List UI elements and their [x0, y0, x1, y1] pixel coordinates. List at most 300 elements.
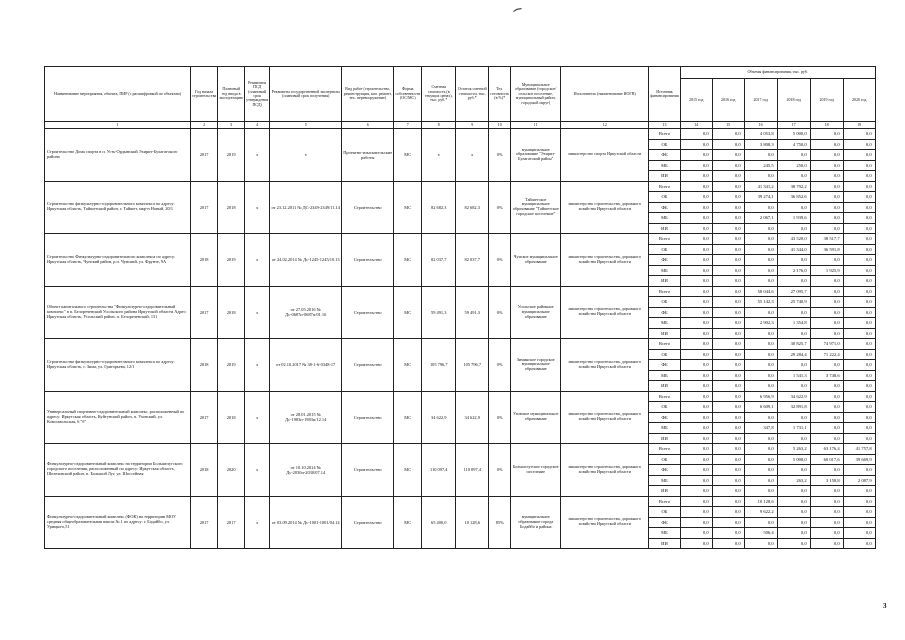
funding-value-cell: 0,0 [712, 244, 744, 255]
funding-source-cell: ОБ [649, 507, 680, 518]
funding-value-cell: 0,0 [680, 286, 712, 297]
estimate-cost: 65 400,0 [422, 496, 456, 549]
funding-value-cell: 0,0 [843, 528, 875, 539]
estimate-cost: 34 622,9 [422, 391, 456, 444]
plan-year: 2018 [218, 391, 245, 444]
funding-value-cell: 0,0 [680, 528, 712, 539]
funding-value-cell: 0,0 [680, 171, 712, 182]
funding-source-cell: Всего [649, 391, 680, 402]
funding-value-cell: 0,0 [810, 171, 843, 182]
funding-value-cell: 4 053,8 [744, 129, 777, 140]
funding-value-cell: 0,0 [744, 265, 777, 276]
funding-value-cell: 0,0 [843, 297, 875, 308]
funding-value-cell: 0,0 [712, 360, 744, 371]
funding-value-cell: 0,0 [843, 349, 875, 360]
funding-value-cell: 0,0 [843, 360, 875, 371]
column-number: 2 [191, 122, 218, 129]
header-municipality: Муниципальное образование (городское/сельское поселение, муниципальный район, городской округ) [511, 67, 561, 122]
funding-value-cell: 0,0 [843, 160, 875, 171]
funding-source-cell: ОБ [649, 297, 680, 308]
expertise-value: от 28.01.2015 № Дс-1983п-1983п/12.14 [270, 391, 342, 444]
funding-value-cell: 0,0 [810, 507, 843, 518]
funding-value-cell: 5 263,2 [777, 444, 810, 455]
funding-value-cell: 0,0 [680, 150, 712, 161]
ownership-form: МС [394, 444, 422, 497]
funding-value-cell: 0,0 [680, 349, 712, 360]
table-row [45, 286, 876, 297]
funding-value-cell: 0,0 [744, 171, 777, 182]
funding-value-cell: 0,0 [777, 517, 810, 528]
funding-value-cell: 0,0 [843, 517, 875, 528]
funding-value-cell: 0,0 [712, 381, 744, 392]
funding-value-cell: 0,0 [810, 286, 843, 297]
funding-value-cell: 0,0 [712, 202, 744, 213]
executor-name: министерство строительства, дорожного хозяйства Иркутской области [561, 181, 649, 234]
funding-value-cell: 60 017,6 [810, 454, 843, 465]
ownership-form: МС [394, 129, 422, 182]
funding-value-cell: 0,0 [810, 192, 843, 203]
funding-value-cell: 0,0 [843, 129, 875, 140]
funding-source-cell: ИИ [649, 486, 680, 497]
funding-value-cell: 34 622,9 [777, 391, 810, 402]
table-row [45, 339, 876, 350]
funding-value-cell: 0,0 [810, 276, 843, 287]
funding-value-cell: 0,0 [680, 202, 712, 213]
funding-value-cell: 0,0 [810, 223, 843, 234]
ownership-form: МС [394, 339, 422, 392]
funding-value-cell: 0,0 [680, 433, 712, 444]
funding-value-cell: 0,0 [744, 444, 777, 455]
funding-value-cell: 0,0 [777, 171, 810, 182]
column-number: 17 [777, 122, 810, 129]
estimate-cost: 59 491,3 [422, 286, 456, 339]
funding-value-cell: 0,0 [680, 276, 712, 287]
funding-value-cell: 10 128,6 [744, 496, 777, 507]
remaining-cost: 34 622,9 [456, 391, 489, 444]
funding-source-cell: ФБ [649, 517, 680, 528]
plan-year: 2020 [218, 444, 245, 497]
funding-value-cell: 0,0 [680, 391, 712, 402]
funding-value-cell: 0,0 [810, 150, 843, 161]
psd-value: х [245, 234, 270, 287]
funding-value-cell: 0,0 [712, 496, 744, 507]
funding-value-cell: 0,0 [810, 255, 843, 266]
funding-value-cell: 0,0 [810, 307, 843, 318]
municipality-name: Большелугское городское поселение [511, 444, 561, 497]
funding-source-cell: ИИ [649, 538, 680, 549]
readiness-value: 0% [489, 286, 511, 339]
executor-name: министерство строительства, дорожного хозяйства Иркутской области [561, 286, 649, 339]
funding-value-cell: 0,0 [680, 328, 712, 339]
funding-source-cell: ФБ [649, 465, 680, 476]
funding-value-cell: 0,0 [712, 433, 744, 444]
funding-table [44, 66, 876, 549]
column-number: 10 [489, 122, 511, 129]
funding-value-cell: 0,0 [680, 297, 712, 308]
work-type: Строительство [342, 496, 394, 549]
funding-value-cell: 0,0 [680, 402, 712, 413]
funding-value-cell: 0,0 [843, 223, 875, 234]
header-estimate: Сметная стоимость (в текущих ценах), тыс. руб.* [422, 67, 456, 122]
funding-source-cell: ОБ [649, 139, 680, 150]
plan-year: 2019 [218, 129, 245, 182]
psd-value: х [245, 129, 270, 182]
executor-name: министерство строительства, дорожного хозяйства Иркутской области [561, 444, 649, 497]
funding-source-cell: Всего [649, 181, 680, 192]
column-number: 14 [680, 122, 712, 129]
funding-value-cell: 0,0 [843, 381, 875, 392]
funding-value-cell: 0,0 [744, 244, 777, 255]
column-number: 5 [270, 122, 342, 129]
table-row [45, 129, 876, 140]
funding-value-cell: 0,0 [680, 486, 712, 497]
funding-value-cell: 0,0 [680, 234, 712, 245]
funding-value-cell: 38 517,7 [810, 234, 843, 245]
work-type: Строительство [342, 444, 394, 497]
funding-value-cell: 0,0 [843, 139, 875, 150]
funding-value-cell: 0,0 [777, 255, 810, 266]
municipality-name: Чунское муниципальное образование [511, 234, 561, 287]
funding-source-cell: ФБ [649, 307, 680, 318]
expertise-value: х [270, 129, 342, 182]
psd-value: х [245, 444, 270, 497]
funding-value-cell: 0,0 [680, 517, 712, 528]
start-year: 2017 [191, 181, 218, 234]
funding-source-cell: МБ [649, 318, 680, 329]
funding-value-cell: 0,0 [777, 507, 810, 518]
work-type: Строительство [342, 286, 394, 339]
funding-value-cell: 6 956,9 [744, 391, 777, 402]
plan-year: 2019 [218, 234, 245, 287]
table-row [45, 496, 876, 507]
funding-value-cell: 2 176,0 [777, 265, 810, 276]
project-name: Строительство Дома спорта в п. Усть-Ордынский Эхирит-Булагатского района [45, 129, 191, 182]
funding-value-cell: 0,0 [744, 486, 777, 497]
column-number: 3 [218, 122, 245, 129]
funding-value-cell: 0,0 [810, 328, 843, 339]
funding-value-cell: 0,0 [777, 433, 810, 444]
remaining-cost: 105 796,7 [456, 339, 489, 392]
funding-value-cell: 0,0 [843, 192, 875, 203]
funding-value-cell: 0,0 [810, 486, 843, 497]
ownership-form: МС [394, 391, 422, 444]
psd-value: х [245, 339, 270, 392]
project-name: Физкультурно-оздоровительный комплекс на территории Большелугского городского поселения, расположенный по адресу: Иркутская область, Шелеховский район, п. Большой Луг, ул. Шоссейная [45, 444, 191, 497]
column-number: 4 [245, 122, 270, 129]
funding-value-cell: 0,0 [712, 192, 744, 203]
expertise-value: от 24.02.2014 № Дс-1245-1245/10.13 [270, 234, 342, 287]
funding-source-cell: ОБ [649, 192, 680, 203]
funding-value-cell: 0,0 [843, 486, 875, 497]
funding-value-cell: 0,0 [843, 286, 875, 297]
funding-value-cell: 0,0 [777, 328, 810, 339]
funding-value-cell: 0,0 [777, 465, 810, 476]
funding-source-cell: МБ [649, 213, 680, 224]
funding-value-cell: 0,0 [810, 433, 843, 444]
readiness-value: 0% [489, 391, 511, 444]
estimate-cost: 105 796,7 [422, 339, 456, 392]
project-name: Объект капитального строительства "Физкультурно-оздоровительный комплекс" в п. Белореченский Усольского района Иркутской области Адрес: Иркутская область, Усольский район, п. Белореченский, 131 [45, 286, 191, 339]
funding-source-cell: ИИ [649, 171, 680, 182]
funding-value-cell: 0,0 [712, 181, 744, 192]
funding-source-cell: МБ [649, 265, 680, 276]
expertise-value: от 23.12.2011 № ДС-2349-2349/11.14 [270, 181, 342, 234]
column-number: 11 [511, 122, 561, 129]
psd-value: х [245, 286, 270, 339]
funding-value-cell: 0,0 [810, 360, 843, 371]
column-number: 19 [843, 122, 875, 129]
funding-value-cell: 347,8 [744, 423, 777, 434]
funding-value-cell: 1 925,9 [810, 265, 843, 276]
municipality-name: Уховское муниципальное образование [511, 391, 561, 444]
work-type: Строительство [342, 181, 394, 234]
funding-value-cell: 0,0 [712, 454, 744, 465]
remaining-cost: 10 128,6 [456, 496, 489, 549]
funding-value-cell: 0,0 [680, 444, 712, 455]
funding-value-cell: 0,0 [712, 370, 744, 381]
funding-source-cell: Всего [649, 129, 680, 140]
work-type: Проектно-изыскательские работы [342, 129, 394, 182]
funding-value-cell: 0,0 [744, 412, 777, 423]
funding-value-cell: 0,0 [680, 454, 712, 465]
table-row [45, 444, 876, 455]
funding-value-cell: 0,0 [744, 370, 777, 381]
funding-value-cell: 0,0 [777, 307, 810, 318]
funding-value-cell: 0,0 [680, 160, 712, 171]
header-plan-year: Плановый год ввода в эксплуатацию [218, 67, 245, 122]
funding-value-cell: 2 067,1 [744, 213, 777, 224]
funding-value-cell: 0,0 [810, 496, 843, 507]
remaining-cost: 82 037,7 [456, 234, 489, 287]
funding-value-cell: 0,0 [843, 171, 875, 182]
funding-value-cell: 0,0 [810, 528, 843, 539]
remaining-cost: 110 097,4 [456, 444, 489, 497]
funding-value-cell: 0,0 [744, 202, 777, 213]
psd-value: х [245, 181, 270, 234]
funding-value-cell: 0,0 [843, 370, 875, 381]
funding-value-cell: 0,0 [744, 349, 777, 360]
project-name: Физкультурно-оздоровительный комплекс (ФОК) на территории МОУ средняя общеобразовательная школа № 1 по адресу: г. Бодайбо, ул. Урицкого,51 [45, 496, 191, 549]
ownership-form: МС [394, 286, 422, 339]
funding-value-cell: 0,0 [712, 423, 744, 434]
pen-mark-icon [513, 8, 522, 13]
funding-value-cell: 0,0 [712, 507, 744, 518]
funding-value-cell: 0,0 [680, 475, 712, 486]
funding-value-cell: 0,0 [712, 349, 744, 360]
funding-value-cell: 0,0 [843, 328, 875, 339]
funding-value-cell: 0,0 [712, 307, 744, 318]
funding-value-cell: 41 344,0 [777, 244, 810, 255]
funding-value-cell: 0,0 [712, 160, 744, 171]
funding-value-cell: 0,0 [680, 265, 712, 276]
funding-value-cell: 0,0 [744, 360, 777, 371]
funding-value-cell: 0,0 [843, 496, 875, 507]
table-row [45, 181, 876, 192]
funding-value-cell: 0,0 [777, 202, 810, 213]
funding-value-cell: 0,0 [712, 150, 744, 161]
executor-name: министерство строительства, дорожного хозяйства Иркутской области [561, 234, 649, 287]
header-work-type: Вид работ (строительство, реконструкция, кап. ремонт, тех. перевооружение) [342, 67, 394, 122]
table-body [45, 129, 876, 549]
funding-value-cell: 3 748,6 [810, 370, 843, 381]
funding-value-cell: 0,0 [777, 150, 810, 161]
funding-value-cell: 0,0 [810, 202, 843, 213]
readiness-value: 0% [489, 234, 511, 287]
funding-value-cell: 0,0 [777, 381, 810, 392]
funding-value-cell: 0,0 [712, 139, 744, 150]
header-year: 2019 год [810, 79, 843, 122]
funding-value-cell: 0,0 [712, 444, 744, 455]
funding-value-cell: 0,0 [843, 507, 875, 518]
funding-value-cell: 58 044,6 [744, 286, 777, 297]
funding-source-cell: ИИ [649, 223, 680, 234]
header-expertise: Реквизиты государственной экспертизы (плановый срок получения) [270, 67, 342, 122]
funding-value-cell: 0,0 [712, 339, 744, 350]
funding-value-cell: 39 669,9 [843, 454, 875, 465]
funding-value-cell: 0,0 [810, 318, 843, 329]
funding-value-cell: 74 971,0 [810, 339, 843, 350]
funding-value-cell: 0,0 [744, 150, 777, 161]
funding-value-cell: 0,0 [843, 465, 875, 476]
remaining-cost: 59 491,3 [456, 286, 489, 339]
project-name: Строительство физкультурно-оздоровительного комплекса по адресу: Иркутская область, Тайшетский район, г. Тайшет, мкр-н Новый, 20/1 [45, 181, 191, 234]
column-number: 8 [422, 122, 456, 129]
expertise-value: от 03.09.2014 № Дс-1001-1001/04.14 [270, 496, 342, 549]
funding-value-cell: 0,0 [712, 328, 744, 339]
funding-source-cell: ФБ [649, 202, 680, 213]
header-start-year: Год начала строительства [191, 67, 218, 122]
funding-value-cell: 0,0 [810, 213, 843, 224]
readiness-value: 0% [489, 339, 511, 392]
header-funding-volumes: Объемы финансирования, тыс. руб. [680, 67, 875, 79]
estimate-cost: 110 097,4 [422, 444, 456, 497]
municipality-name: муниципальное образование "Эхирит-Булагатский район" [511, 129, 561, 182]
funding-source-cell: МБ [649, 423, 680, 434]
funding-value-cell: 0,0 [680, 307, 712, 318]
funding-source-cell: ФБ [649, 150, 680, 161]
estimate-cost: 82 682,3 [422, 181, 456, 234]
header-year: 2017 год [744, 79, 777, 122]
funding-value-cell: 0,0 [810, 391, 843, 402]
funding-value-cell: 0,0 [712, 486, 744, 497]
plan-year: 2018 [218, 181, 245, 234]
funding-value-cell: 0,0 [810, 538, 843, 549]
funding-value-cell: 0,0 [712, 213, 744, 224]
funding-value-cell: 0,0 [712, 255, 744, 266]
funding-value-cell: 0,0 [712, 517, 744, 528]
funding-value-cell: 0,0 [744, 276, 777, 287]
funding-value-cell: 0,0 [712, 286, 744, 297]
funding-value-cell: 0,0 [712, 538, 744, 549]
funding-value-cell: 0,0 [810, 517, 843, 528]
start-year: 2018 [191, 339, 218, 392]
funding-source-cell: Всего [649, 286, 680, 297]
funding-value-cell: 0,0 [712, 265, 744, 276]
funding-value-cell: 0,0 [744, 328, 777, 339]
funding-value-cell: 1 939,6 [777, 213, 810, 224]
funding-source-cell: Всего [649, 444, 680, 455]
funding-value-cell: 0,0 [843, 213, 875, 224]
funding-value-cell: 0,0 [680, 139, 712, 150]
funding-source-cell: МБ [649, 528, 680, 539]
header-year: 2015 год [680, 79, 712, 122]
work-type: Строительство [342, 391, 394, 444]
column-number: 18 [810, 122, 843, 129]
funding-value-cell: 0,0 [810, 139, 843, 150]
plan-year: 2018 [218, 286, 245, 339]
funding-source-cell: ИИ [649, 276, 680, 287]
project-name: Строительство Физкультурно-оздоровительного комплекса по адресу: Иркутская область, Чунский район, р.п. Чунский, ул. Фрунзе, 9А [45, 234, 191, 287]
header-remaining: Остаток сметной стоимости, тыс. руб.* [456, 67, 489, 122]
funding-value-cell: 0,0 [680, 412, 712, 423]
funding-value-cell: 0,0 [712, 234, 744, 245]
funding-source-cell: ИИ [649, 433, 680, 444]
project-name: Строительство физкультурно-оздоровительного комплекса по адресу: Иркутская область, г. Зима, ул. Григорьева, 12/1 [45, 339, 191, 392]
funding-value-cell: 0,0 [843, 538, 875, 549]
funding-value-cell: 36 852,6 [777, 192, 810, 203]
funding-value-cell: 0,0 [744, 255, 777, 266]
funding-source-cell: Всего [649, 339, 680, 350]
funding-source-cell: ОБ [649, 349, 680, 360]
funding-value-cell: 55 142,3 [744, 297, 777, 308]
funding-value-cell: 0,0 [843, 181, 875, 192]
funding-value-cell: 0,0 [810, 181, 843, 192]
column-number-row [45, 122, 876, 129]
funding-value-cell: 0,0 [680, 370, 712, 381]
header-year: 2020 год [843, 79, 875, 122]
funding-value-cell: 0,0 [712, 402, 744, 413]
funding-source-cell: ФБ [649, 360, 680, 371]
funding-source-cell: ФБ [649, 255, 680, 266]
funding-value-cell: 0,0 [712, 129, 744, 140]
funding-value-cell: 0,0 [680, 465, 712, 476]
funding-value-cell: 0,0 [777, 496, 810, 507]
table-row [45, 391, 876, 402]
funding-value-cell: 41 341,2 [744, 181, 777, 192]
funding-value-cell: 0,0 [843, 150, 875, 161]
funding-value-cell: 0,0 [680, 223, 712, 234]
funding-value-cell: 0,0 [843, 202, 875, 213]
expertise-value: от 27.05.2016 № Дс-0687п-0687п/01.16 [270, 286, 342, 339]
funding-value-cell: 9 622,2 [744, 507, 777, 518]
readiness-value: 0% [489, 129, 511, 182]
funding-value-cell: 0,0 [777, 276, 810, 287]
psd-value: х [245, 391, 270, 444]
funding-value-cell: 0,0 [843, 276, 875, 287]
funding-value-cell: 0,0 [777, 486, 810, 497]
start-year: 2017 [191, 129, 218, 182]
funding-value-cell: 0,0 [680, 423, 712, 434]
funding-value-cell: 1 541,3 [777, 370, 810, 381]
funding-value-cell: 0,0 [712, 297, 744, 308]
funding-source-cell: Всего [649, 234, 680, 245]
funding-value-cell: 506,4 [744, 528, 777, 539]
funding-value-cell: 0,0 [810, 381, 843, 392]
column-number: 6 [342, 122, 394, 129]
funding-value-cell: 0,0 [843, 318, 875, 329]
funding-value-cell: 0,0 [744, 475, 777, 486]
funding-value-cell: 0,0 [810, 129, 843, 140]
funding-value-cell: 0,0 [680, 360, 712, 371]
expertise-value: от 10.10.2014 № Дс-2030п-2030/07.14 [270, 444, 342, 497]
funding-value-cell: 0,0 [744, 538, 777, 549]
funding-value-cell: 2 087,9 [843, 475, 875, 486]
column-number: 12 [561, 122, 649, 129]
work-type: Строительство [342, 234, 394, 287]
municipality-name: Усольское районное муниципальное образование [511, 286, 561, 339]
funding-value-cell: 0,0 [680, 318, 712, 329]
funding-value-cell: 0,0 [843, 255, 875, 266]
